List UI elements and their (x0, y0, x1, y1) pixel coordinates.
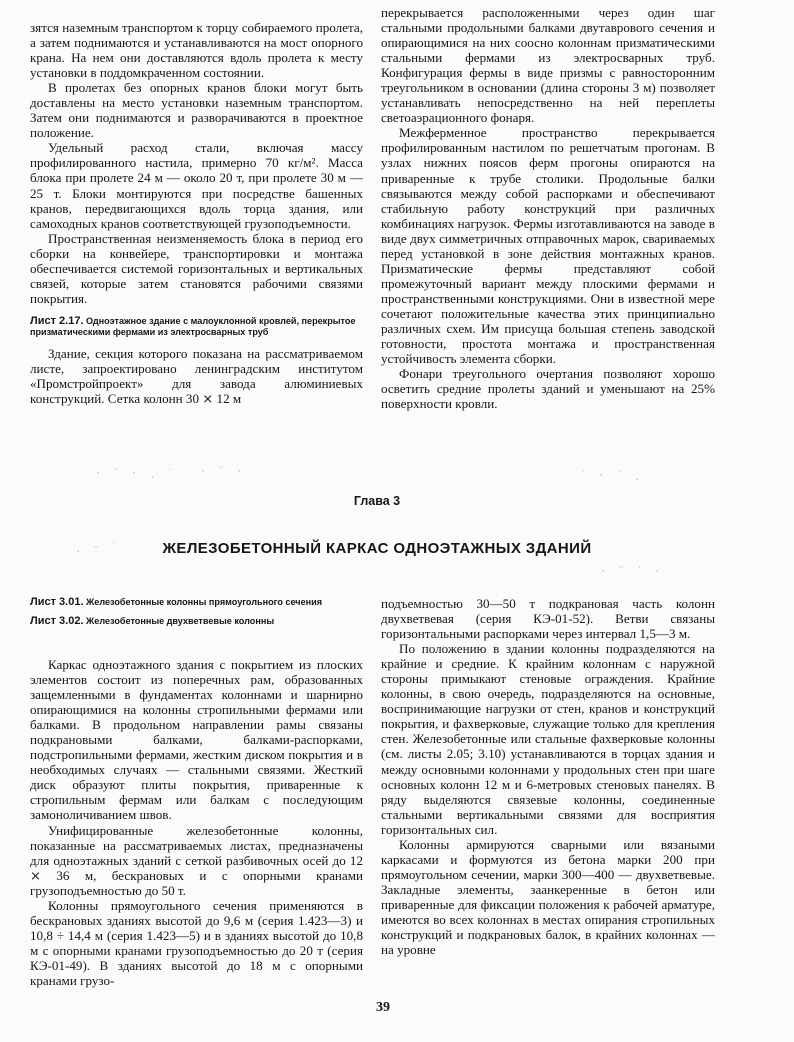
paragraph: Колонны прямоугольного сечения применяются в бескрановых зданиях высотой до 9,6 м (серия 1.423—3) и 10,8 ÷ 14,4 м (серия 1.423—5) и в зданиях высотой до 10,8 м с опорными кранами грузоподъемностью до 20 т (серия КЭ-01-49). В зданиях высотой до 18 м с опорными кранами грузо- (30, 897, 363, 988)
paragraph: перекрывается расположенными через один шаг стальными продольными балками двутаврового сечения и опирающимися на них соосно колоннам призматическими стальными фермами из электросварных труб. Конфигурация фермы в виде призмы с равносторонним треугольником в основании (длина стороны 3 м) позволяет устанавливать непосредственно на ней переплеты светоаэрационного фонаря. (381, 5, 715, 126)
scan-noise: ¸ · ˙ (75, 542, 121, 553)
paragraph: Удельный расход стали, включая массу профилированного настила, примерно 70 кг/м². Масса блока при пролете 24 м — около 20 т, при пролете 30 м — 25 т. Блоки монтируются при посредстве башенных кранов, передвигающихся вдоль торца здания, или самоходных кранов соответствующей грузоподъемности. (30, 140, 363, 231)
sheet-title: Железобетонные двухветвевые колонны (86, 616, 275, 626)
paragraph: Межферменное пространство перекрывается профилированным настилом по решетчатым прогонам. В узлах нижних поясов ферм прогоны опираются на приваренные к трубе столики. Продольные балки связываются между собой распорками и обеспечивают стабильную работу конструкций при различных комбинациях нагрузок. Фермы изготавливаются на заводе в виде двух симметричных отправочных марок, свариваемых перед установкой в зоне действия монтажных кранов. Призматические фермы представляют собой промежуточный вариант между плоскими фермами и пространственными конструкциями. Они в известной мере сочетают положительные качества этих принципиально различных схем. Им присуща большая степень заводской готовности, простота монтажа и пространственная устойчивость элемента сборки. (381, 125, 715, 367)
sheet-label: Лист 2.17. (30, 314, 84, 327)
scan-noise: · ¨ · (200, 466, 246, 477)
sheet-title: Одноэтажное здание с малоуклонной кровлей, перекрытое призматическими фермами из электросварных труб (30, 315, 356, 337)
paragraph: Здание, секция которого показана на рассматриваемом листе, запроектировано ленинградским институтом «Промстройпроект» для завода алюминиевых конструкций. Сетка колонн 30 ⨯ 12 м (30, 345, 363, 407)
paragraph: Фонари треугольного очертания позволяют хорошо осветить средние пролеты зданий и уменьшают на 25% поверхности кровли. (381, 366, 715, 412)
paragraph: В пролетах без опорных кранов блоки могут быть доставлены на место установки наземным транспортом. Затем они поднимаются и разворачиваются в проектное положение. (30, 80, 363, 141)
paragraph: Каркас одноэтажного здания с покрытием из плоских элементов состоит из поперечных рам, образованных защемленными в фундаментах колоннами и шарнирно опирающимися на колонны стропильными фермами или балками. В продольном направлении рамы связаны подкрановыми балками, балками-распорками, подстропильными фермами, жестким диском покрытия и в необходимых случаях — стальными связями. Жесткий диск образуют плиты покрытия, приваренные к стропильным фермам или балкам с последующим замоноличиванием швов. (30, 657, 363, 823)
paragraph: Пространственная неизменяемость блока в период его сборки на конвейере, транспортировки и монтажа обеспечивается системой горизонтальных и вертикальных связей, которые затем становятся рабочими связями покрытия. (30, 230, 363, 306)
scan-noise: · ´ · ¸ ˙ (95, 468, 177, 479)
column-1 (30, 20, 363, 406)
paragraph: По положению в здании колонны подразделяются на крайние и средние. К крайним колоннам с наружной стороны примыкают стеновые ограждения. Крайние колонны, в свою очередь, подразделяются на основные, воспринимающие нагрузки от стен, кранов и конструкций покрытия, и фахверковые, служащие только для крепления стен. Железобетонные или стальные фахверковые колонны (см. листы 2.05; 3.10) устанавливаются в торцах здания и между основными колоннами у продольных стен при шаге основных колонн 12 м и 6-метровых стеновых панелях. В ряду выделяются связевые колонны, соединенные стальными вертикальными связями для восприятия горизонтальных сил. (381, 641, 715, 837)
column-3 (30, 657, 363, 988)
sheet-label: Лист 3.02. (30, 615, 84, 627)
paragraph: Колонны армируются сварными или вязаными каркасами и формуются из бетона марки 200 при прямоугольном сечении, марки 300—400 — двухветвевые. Закладные элементы, заанкеренные в бетон или приваренные для фиксации положения к рабочей арматуре, имеются во всех колоннах в местах опирания стропильных конструкций и подкрановых балок, в крайних колоннах — на уровне (381, 836, 715, 958)
paragraph: зятся наземным транспортом к торцу собираемого пролета, а затем поднимаются и устанавливаются на мост опорного крана. На нем они доставляются вдоль пролета к месту установки в поддомкраченном состоянии. (30, 20, 363, 81)
scan-noise: · ¨ ´ · (600, 566, 664, 577)
sheet-caption-3-01 (30, 597, 375, 608)
sheet-title: Железобетонные колонны прямоугольного сечения (86, 597, 323, 607)
chapter-title: ЖЕЛЕЗОБЕТОННЫЙ КАРКАС ОДНОЭТАЖНЫХ ЗДАНИЙ (162, 540, 592, 557)
sheet-label: Лист 3.01. (30, 596, 84, 608)
sheet-captions (30, 597, 375, 635)
scan-noise: ˙ · ´ ¸ (580, 470, 644, 481)
paragraph: подъемностью 30—50 т подкрановая часть колонн двухветвевая (серия КЭ-01-52). Ветви связаны горизонтальными распорками через интервал 1,5—3 м. (381, 596, 715, 642)
column-4 (381, 596, 715, 957)
sheet-caption-2-17 (30, 316, 363, 338)
sheet-caption-3-02 (30, 616, 375, 627)
column-2 (381, 5, 715, 411)
page-number: 39 (376, 1000, 390, 1015)
paragraph: Унифицированные железобетонные колонны, показанные на рассматриваемых листах, предназначены для одноэтажных зданий с сеткой разбивочных осей до 12 ⨯ 36 м, бескрановых и с опорными кранами грузоподъемностью до 50 т. (30, 822, 363, 898)
chapter-label: Глава 3 (353, 494, 401, 508)
